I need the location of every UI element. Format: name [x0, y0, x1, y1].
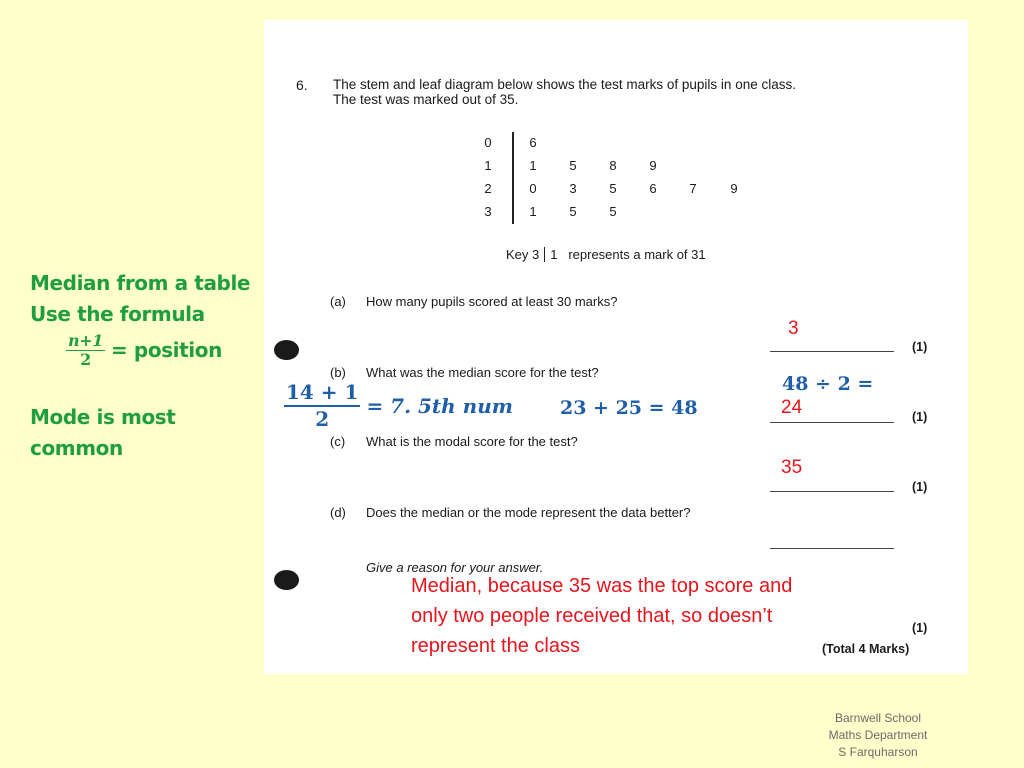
answer-line-b [770, 422, 894, 423]
mark-b: (1) [912, 410, 928, 424]
leaf-value: 5 [569, 204, 577, 219]
working-b-fraction [284, 380, 513, 432]
key-leaf: 1 [550, 247, 558, 262]
answer-d: Median, because 35 was the top score and only two people received that, so doesn’t represent the class [411, 575, 793, 657]
total-marks: (Total 4 Marks) [822, 642, 910, 656]
part-text: Does the median or the mode represent the data better? [366, 505, 691, 520]
mode-note-line2: common [30, 436, 123, 460]
answer-b: 24 [781, 397, 803, 418]
footer-department: Maths Department [828, 728, 928, 742]
leaf-value: 3 [569, 181, 577, 196]
leaf-value: 6 [649, 181, 657, 196]
stem-value: 3 [484, 204, 492, 219]
working-b-frac [284, 380, 360, 432]
answer-line-a [770, 351, 894, 352]
mark-d: (1) [912, 621, 928, 635]
stem-divider [512, 132, 514, 224]
working-b-numerator: 14 + 1 [284, 380, 360, 407]
leaf-value: 1 [529, 158, 537, 173]
footer-credit [808, 710, 948, 761]
formula-denominator: 2 [80, 350, 91, 369]
notes-panel [30, 268, 260, 464]
answer-a: 3 [788, 318, 799, 339]
question-intro-line2: The test was marked out of 35. [333, 92, 519, 107]
stem-value: 2 [484, 181, 492, 196]
stem-value: 0 [484, 135, 492, 150]
part-label: (a) [330, 294, 346, 309]
footer-author: S Farquharson [838, 745, 918, 759]
answer-line-d [770, 548, 894, 549]
key-stem: Key 3 [506, 247, 545, 262]
leaf-value: 9 [730, 181, 738, 196]
leaf-value: 8 [609, 158, 617, 173]
notes-formula-label: Use the formula [30, 302, 205, 326]
formula-fraction [66, 332, 105, 369]
answer-line-c [770, 491, 894, 492]
leaf-value: 6 [529, 135, 537, 150]
reason-prompt: Give a reason for your answer. [366, 560, 544, 575]
stem-leaf-key [506, 247, 706, 262]
formula-numerator: n+1 [68, 331, 103, 350]
exam-sheet [264, 20, 968, 674]
stem-value: 1 [484, 158, 492, 173]
part-label: (c) [330, 434, 346, 449]
part-text: What was the median score for the test? [366, 365, 599, 380]
mark-c: (1) [912, 480, 928, 494]
answer-c: 35 [781, 457, 803, 478]
mark-a: (1) [912, 340, 928, 354]
working-b-division: 48 ÷ 2 = [782, 373, 874, 395]
leaf-value: 5 [609, 204, 617, 219]
part-label: (b) [330, 365, 346, 380]
part-text: How many pupils scored at least 30 marks? [366, 294, 618, 309]
working-b-sum: 23 + 25 = 48 [560, 397, 698, 419]
part-label: (d) [330, 505, 346, 520]
median-formula [66, 332, 260, 369]
footer-school: Barnwell School [834, 711, 922, 725]
question-number: 6. [296, 77, 308, 93]
leaf-value: 0 [529, 181, 537, 196]
mode-note-line1: Mode is most [30, 405, 176, 429]
working-b-denominator: 2 [315, 407, 330, 431]
question-intro [333, 77, 873, 107]
leaf-value: 1 [529, 204, 537, 219]
leaf-value: 9 [649, 158, 657, 173]
formula-result: = position [110, 338, 222, 362]
key-text: represents a mark of 31 [568, 247, 706, 262]
leaf-value: 7 [689, 181, 697, 196]
punch-hole [274, 570, 299, 590]
question-intro-line1: The stem and leaf diagram below shows the test marks of pupils in one class. [333, 77, 796, 92]
working-b-result: = 7. 5th num [366, 394, 513, 418]
notes-title: Median from a table [30, 271, 251, 295]
leaf-value: 5 [609, 181, 617, 196]
punch-hole [274, 340, 299, 360]
part-text: What is the modal score for the test? [366, 434, 578, 449]
leaf-value: 5 [569, 158, 577, 173]
